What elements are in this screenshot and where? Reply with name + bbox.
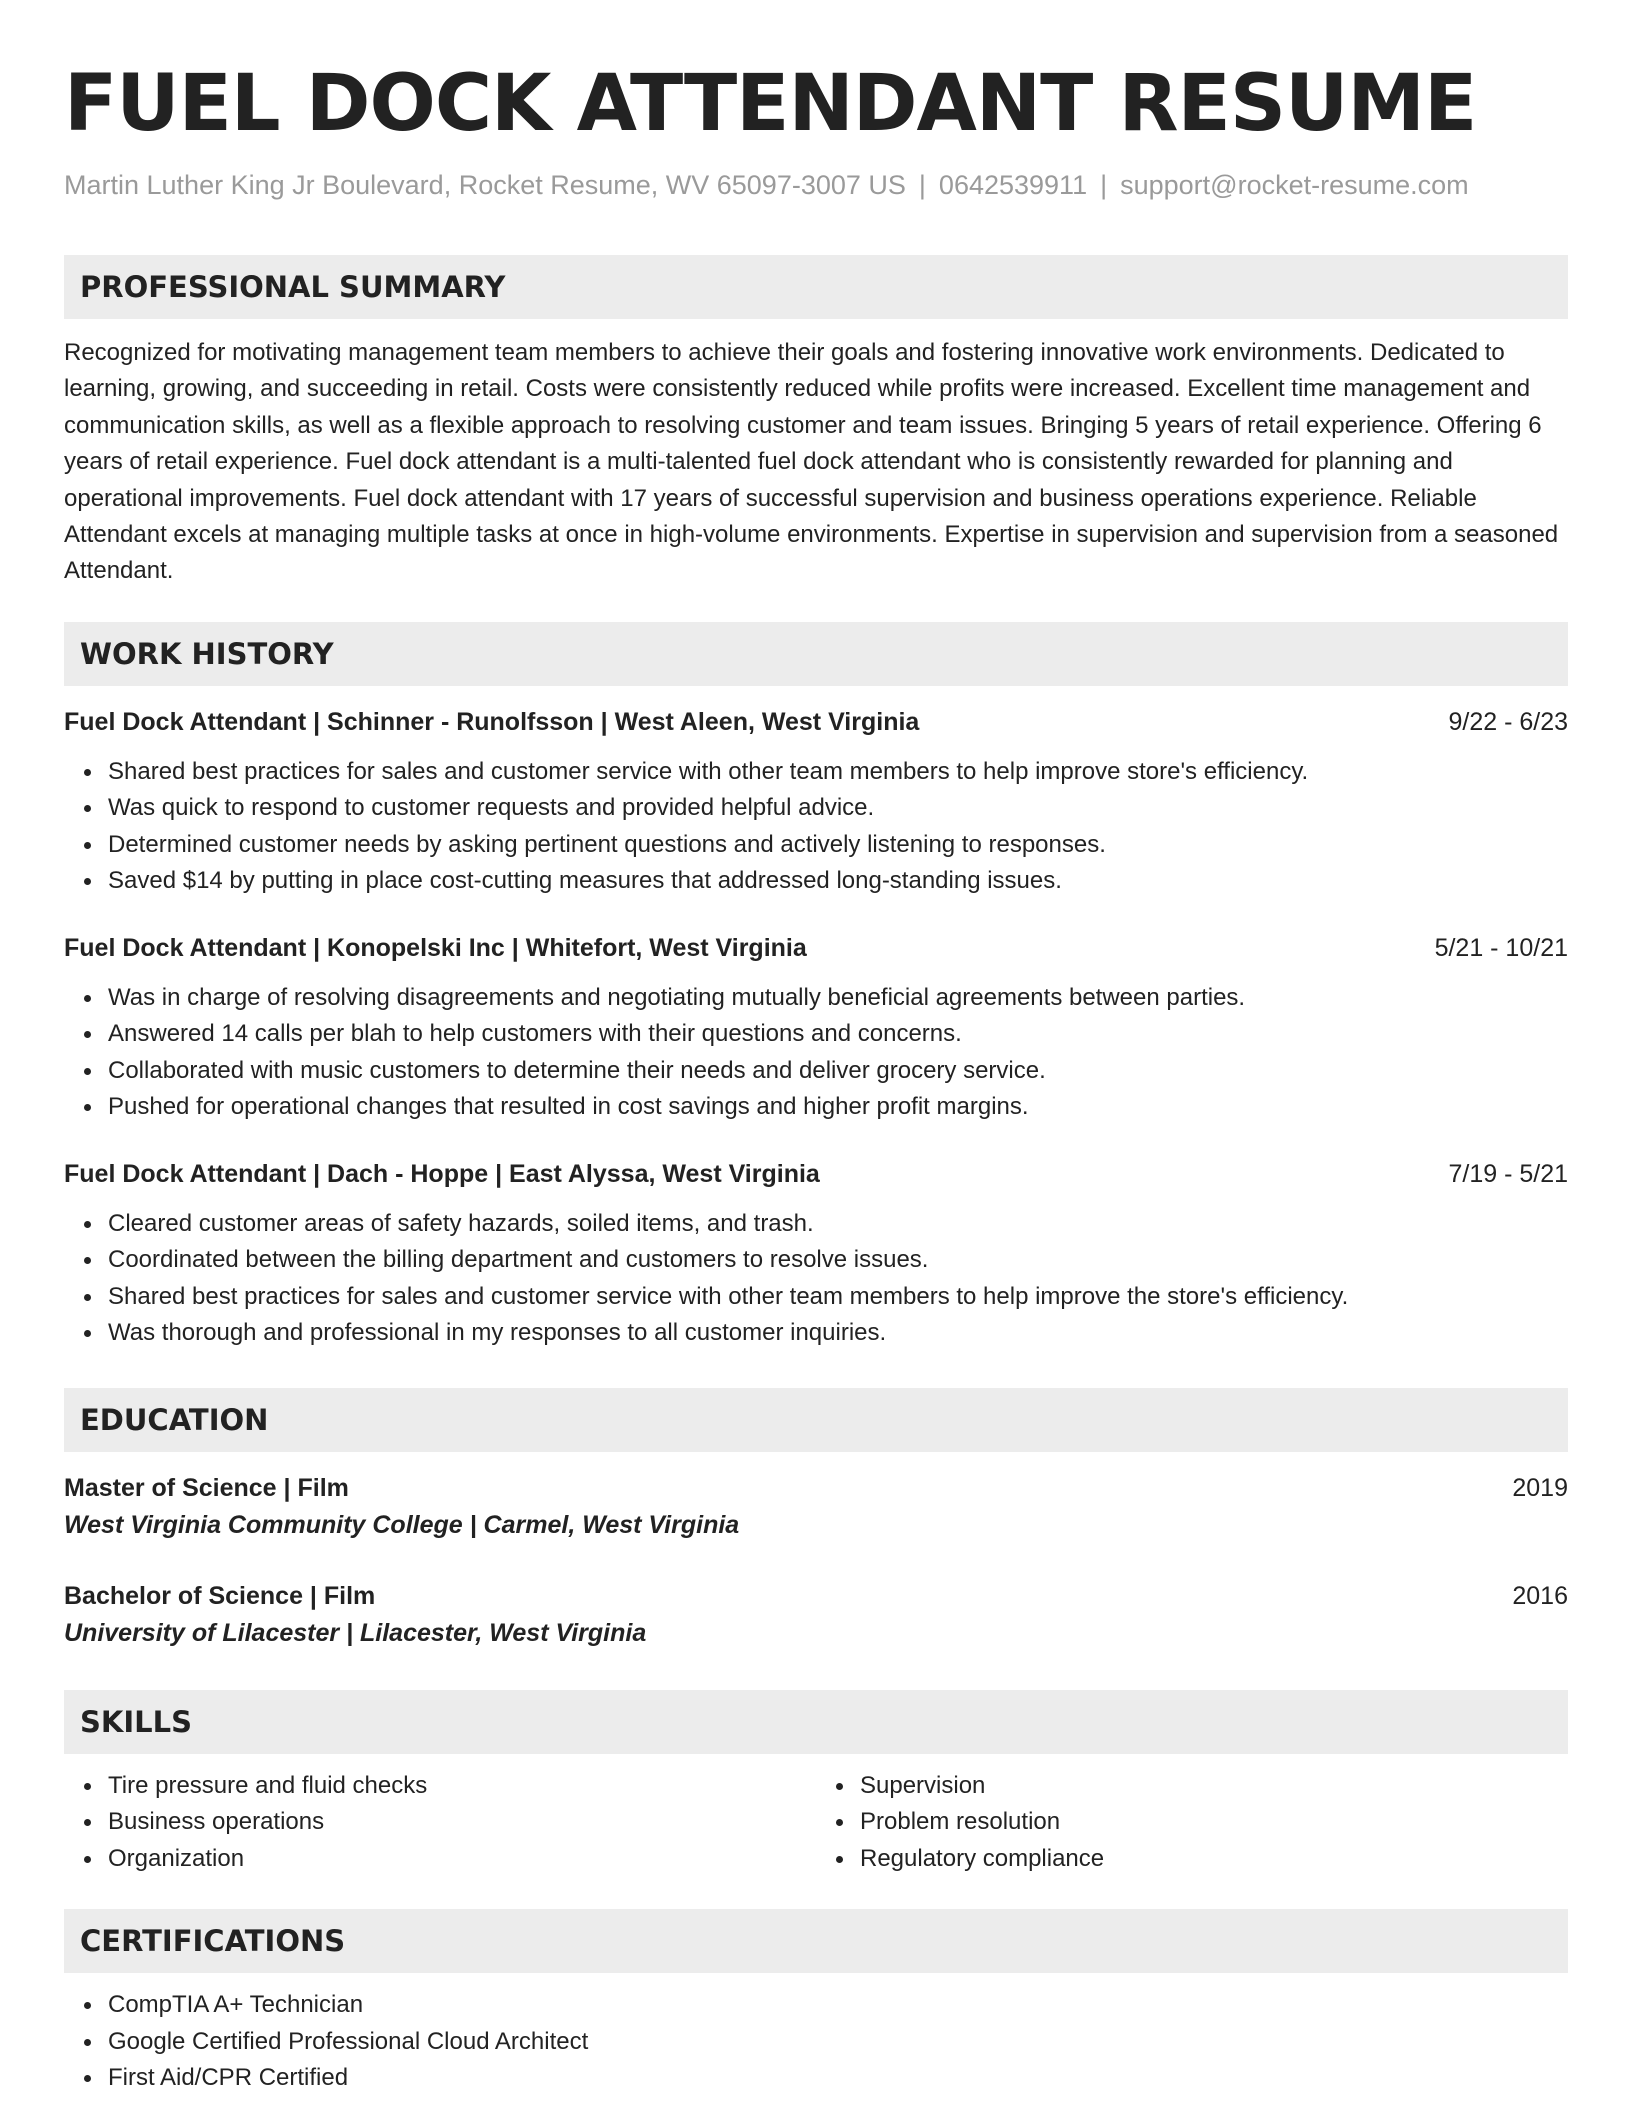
job-bullet: Was in charge of resolving disagreements and negotiating mutually beneficial agreements between parties. bbox=[108, 980, 1568, 1017]
education-entry bbox=[64, 1470, 1568, 1544]
certification-item: Google Certified Professional Cloud Architect bbox=[108, 2024, 1568, 2061]
education-year: 2016 bbox=[1512, 1581, 1568, 1610]
job-bullets bbox=[64, 1206, 1568, 1352]
skills-list bbox=[64, 1754, 1568, 1878]
contact-phone: 0642539911 bbox=[938, 170, 1088, 200]
resume-title: FUEL DOCK ATTENDANT RESUME bbox=[64, 59, 1477, 149]
job-entry bbox=[64, 704, 1568, 900]
job-bullet: Was thorough and professional in my responses to all customer inquiries. bbox=[108, 1315, 1568, 1352]
section-header-education: EDUCATION bbox=[64, 1388, 1568, 1452]
education-school: University of Lilacester | Lilacester, West Virginia bbox=[64, 1618, 647, 1647]
skill-item: Supervision bbox=[860, 1768, 1568, 1805]
job-bullet: Coordinated between the billing department and customers to resolve issues. bbox=[108, 1242, 1568, 1279]
job-bullet: Collaborated with music customers to determine their needs and deliver grocery service. bbox=[108, 1053, 1568, 1090]
education-school: West Virginia Community College | Carmel, West Virginia bbox=[64, 1510, 740, 1539]
education-entry bbox=[64, 1578, 1568, 1652]
job-dates: 5/21 - 10/21 bbox=[1434, 933, 1568, 962]
contact-address: Martin Luther King Jr Boulevard, Rocket Resume, WV 65097-3007 US bbox=[64, 170, 906, 200]
section-header-work-history: WORK HISTORY bbox=[64, 622, 1568, 686]
job-header bbox=[64, 704, 1568, 740]
job-dates: 7/19 - 5/21 bbox=[1448, 1159, 1568, 1188]
job-bullets bbox=[64, 754, 1568, 900]
education-degree: Master of Science | Film bbox=[64, 1473, 349, 1502]
section-header-skills: SKILLS bbox=[64, 1690, 1568, 1754]
job-entry bbox=[64, 930, 1568, 1126]
skill-item: Problem resolution bbox=[860, 1804, 1568, 1841]
section-header-summary: PROFESSIONAL SUMMARY bbox=[64, 255, 1568, 319]
job-title: Fuel Dock Attendant | Konopelski Inc | Whitefort, West Virginia bbox=[64, 933, 807, 962]
education-header bbox=[64, 1470, 1568, 1506]
job-bullet: Shared best practices for sales and customer service with other team members to help improve store's efficiency. bbox=[108, 754, 1568, 791]
job-bullet: Cleared customer areas of safety hazards, soiled items, and trash. bbox=[108, 1206, 1568, 1243]
job-bullets bbox=[64, 980, 1568, 1126]
job-title: Fuel Dock Attendant | Schinner - Runolfsson | West Aleen, West Virginia bbox=[64, 707, 920, 736]
certification-item: First Aid/CPR Certified bbox=[108, 2060, 1568, 2097]
skill-item: Business operations bbox=[108, 1804, 816, 1841]
summary-text: Recognized for motivating management team members to achieve their goals and fostering innovative work environments. Dedicated to learning, growing, and succeeding in retail. Costs were consistently reduced while profits were increased. Excellent time management and communication skills, as well as a flexible approach to resolving customer and team issues. Bringing 5 years of retail experience. Offering 6 years of retail experience. Fuel dock attendant is a multi-talented fuel dock attendant who is consistently rewarded for planning and operational improvements. Fuel dock attendant with 17 years of successful supervision and business operations experience. Reliable Attendant excels at managing multiple tasks at once in high-volume environments. Expertise in supervision and supervision from a seasoned Attendant. bbox=[64, 339, 1559, 585]
contact-email: support@rocket-resume.com bbox=[1120, 170, 1469, 200]
education-degree: Bachelor of Science | Film bbox=[64, 1581, 376, 1610]
job-bullet: Answered 14 calls per blah to help customers with their questions and concerns. bbox=[108, 1016, 1568, 1053]
certification-item: CompTIA A+ Technician bbox=[108, 1987, 1568, 2024]
section-header-certifications: CERTIFICATIONS bbox=[64, 1909, 1568, 1973]
skill-item: Tire pressure and fluid checks bbox=[108, 1768, 816, 1805]
skill-item: Regulatory compliance bbox=[860, 1841, 1568, 1878]
job-bullet: Shared best practices for sales and customer service with other team members to help improve the store's efficiency. bbox=[108, 1279, 1568, 1316]
job-bullet: Pushed for operational changes that resulted in cost savings and higher profit margins. bbox=[108, 1089, 1568, 1126]
skills-column-right bbox=[816, 1768, 1568, 1878]
job-title: Fuel Dock Attendant | Dach - Hoppe | East Alyssa, West Virginia bbox=[64, 1159, 820, 1188]
skill-item: Organization bbox=[108, 1841, 816, 1878]
contact-separator: | bbox=[918, 170, 926, 200]
job-header bbox=[64, 1156, 1568, 1192]
contact-line bbox=[64, 170, 1568, 201]
job-header bbox=[64, 930, 1568, 966]
contact-separator: | bbox=[1100, 170, 1108, 200]
education-header bbox=[64, 1578, 1568, 1614]
job-bullet: Was quick to respond to customer requests and provided helpful advice. bbox=[108, 790, 1568, 827]
job-dates: 9/22 - 6/23 bbox=[1448, 707, 1568, 736]
education-year: 2019 bbox=[1512, 1473, 1568, 1502]
skills-column-left bbox=[64, 1768, 816, 1878]
job-entry bbox=[64, 1156, 1568, 1352]
job-bullet: Saved $14 by putting in place cost-cutting measures that addressed long-standing issues. bbox=[108, 863, 1568, 900]
certifications-list bbox=[64, 1987, 1568, 2097]
job-bullet: Determined customer needs by asking pertinent questions and actively listening to responses. bbox=[108, 827, 1568, 864]
